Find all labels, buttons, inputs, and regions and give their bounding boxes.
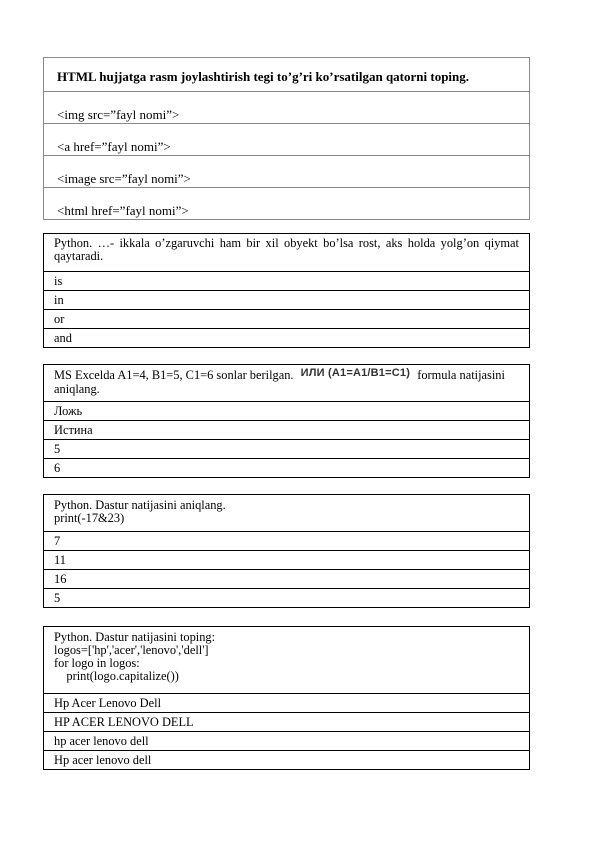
code-line-print: print(-17&23) [54, 511, 125, 525]
answer-option-3[interactable]: 5 [44, 440, 530, 459]
answer-option-4[interactable]: Hp acer lenovo dell [44, 751, 530, 770]
answer-option-3[interactable]: or [44, 310, 530, 329]
answer-option-4[interactable]: 6 [44, 459, 530, 478]
answer-option-3[interactable]: <image src=”fayl nomi”> [44, 156, 530, 188]
question-text [44, 365, 530, 402]
answer-option-1[interactable]: 7 [44, 532, 530, 551]
formula-image: ИЛИ (A1=A1/B1=C1) [300, 367, 411, 379]
question-2 [43, 233, 530, 348]
question-line-1: Python. Dastur natijasini toping: [54, 630, 216, 644]
question-3 [43, 364, 530, 478]
answer-option-4[interactable]: 5 [44, 589, 530, 608]
answer-option-1[interactable]: Ложь [44, 402, 530, 421]
answer-option-2[interactable]: in [44, 291, 530, 310]
answer-option-2[interactable]: HP ACER LENOVO DELL [44, 713, 530, 732]
answer-option-2[interactable]: <a href=”fayl nomi”> [44, 124, 530, 156]
question-text-after: formula natijasini aniqlang. [54, 368, 505, 396]
question-text: Python. …- ikkala o’zgaruvchi ham bir xil obyekt bo’lsa rost, aks holda yolg’on qiymat qaytaradi. [44, 234, 530, 272]
answer-option-1[interactable]: <img src=”fayl nomi”> [44, 92, 530, 124]
question-text [44, 495, 530, 532]
answer-option-2[interactable]: Истина [44, 421, 530, 440]
question-text [44, 627, 530, 694]
question-text-before: MS Excelda A1=4, B1=5, C1=6 sonlar berilgan. [54, 368, 294, 382]
code-line-logos: logos=['hp','acer','lenovo','dell'] [54, 643, 209, 657]
answer-option-3[interactable]: 16 [44, 570, 530, 589]
question-5 [43, 626, 530, 770]
answer-option-2[interactable]: 11 [44, 551, 530, 570]
question-1 [43, 57, 530, 220]
answer-option-4[interactable]: <html href=”fayl nomi”> [44, 188, 530, 220]
answer-option-3[interactable]: hp acer lenovo dell [44, 732, 530, 751]
answer-option-4[interactable]: and [44, 329, 530, 348]
question-line-1: Python. Dastur natijasini aniqlang. [54, 498, 226, 512]
code-line-print: print(logo.capitalize()) [54, 669, 179, 683]
answer-option-1[interactable]: Hp Acer Lenovo Dell [44, 694, 530, 713]
question-4 [43, 494, 530, 608]
question-text: HTML hujjatga rasm joylashtirish tegi to’g’ri ko’rsatilgan qatorni toping. [44, 58, 530, 92]
answer-option-1[interactable]: is [44, 272, 530, 291]
code-line-for: for logo in logos: [54, 656, 140, 670]
